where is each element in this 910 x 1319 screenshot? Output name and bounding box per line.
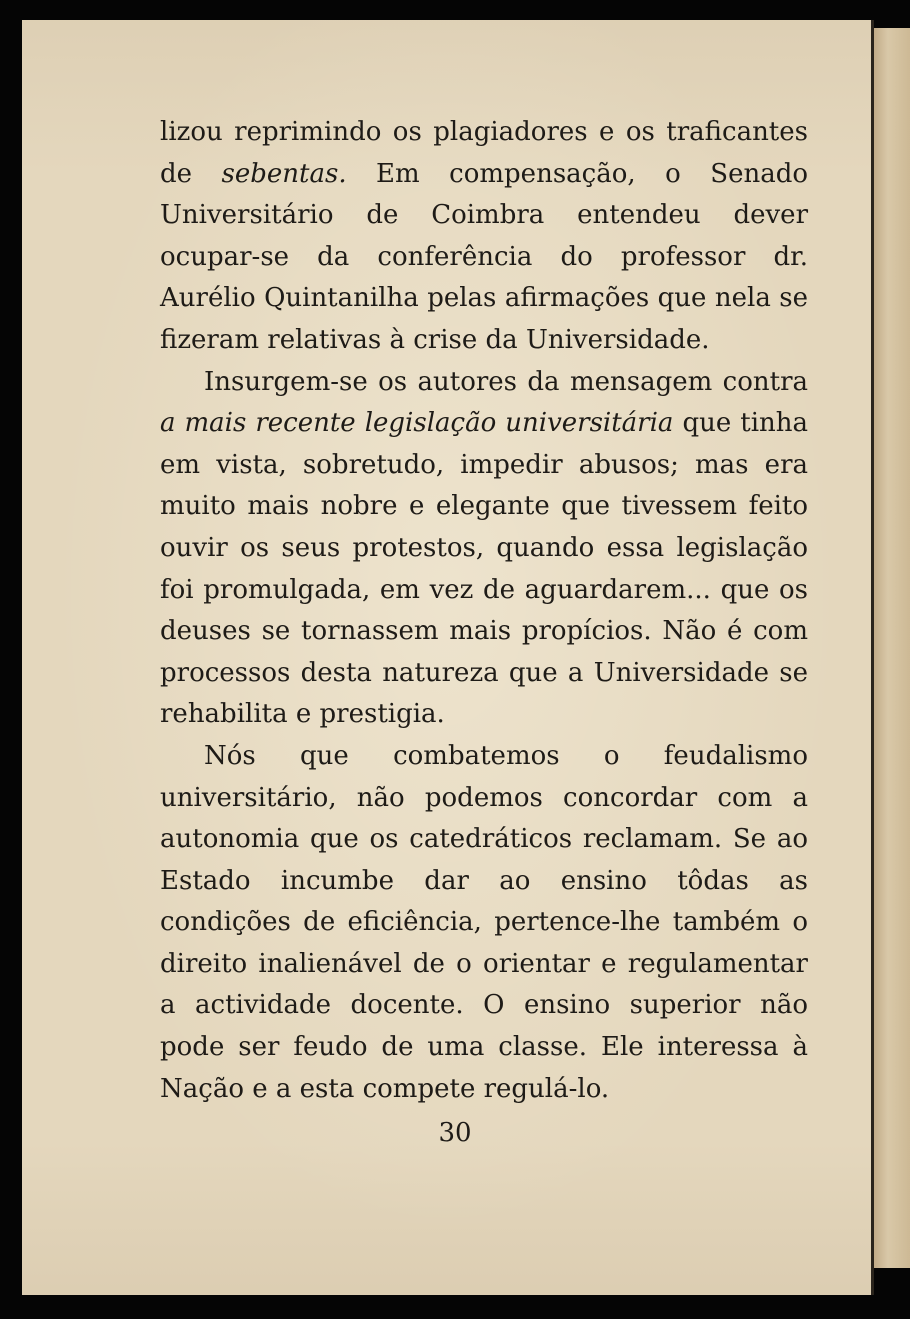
text-segment: Insurgem-se os autores da mensagem contra	[204, 366, 808, 397]
paragraph-nos-que-combatemos	[160, 736, 808, 1110]
text-segment: lizou reprimindo os plagiadores e os traficantes de	[160, 117, 808, 189]
text-segment: Nós que combatemos o feudalismo universitário, não podemos concordar com a autonomia que os catedráticos reclamam. Se ao Estado incumbe dar ao ensino tôdas as condições de eficiência, pertence-lhe também o direito inalienável de o orientar e regulamentar a actividade docente. O ensino superior não pode ser feudo de uma classe. Ele interessa à Nação e a esta compete regulá-lo.	[160, 740, 808, 1104]
paragraph-continuation	[160, 112, 808, 362]
text-segment: que tinha em vista, sobretudo, impedir abusos; mas era muito mais nobre e elegante que tivessem feito ouvir os seus protestos, quando essa legislação foi promulgada, em vez de aguardarem... que os deuses se tornassem mais propícios. Não é com processos desta natureza que a Universidade se rehabilita e prestigia.	[160, 408, 809, 730]
paragraph-insurgem	[160, 362, 808, 736]
italic-term-sebentas: sebentas.	[221, 158, 347, 189]
body-text	[160, 112, 808, 1110]
page-number: 30	[438, 1118, 472, 1148]
italic-phrase-legislacao: a mais recente legislação universitária	[160, 408, 674, 439]
next-page-edge	[873, 28, 910, 1268]
gutter-line	[871, 20, 874, 1295]
text-segment: Em compensação, o Senado Universitário de Coimbra entendeu dever ocupar-se da conferência do professor dr. Aurélio Quintanilha pelas afirmações que nela se fizeram relativas à crise da Universidade.	[160, 158, 808, 355]
